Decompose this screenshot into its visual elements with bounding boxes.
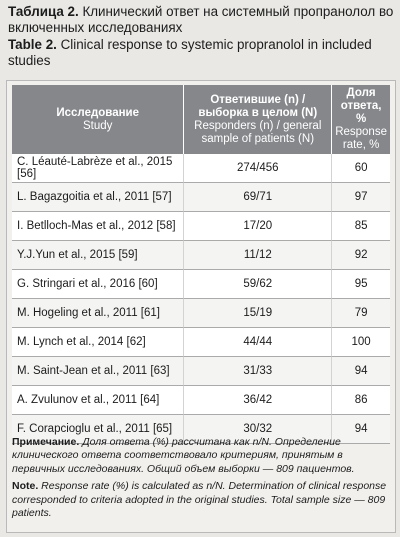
cell-study: L. Bagazgoitia et al., 2011 [57] <box>12 183 184 212</box>
caption-ru-label: Таблица 2. <box>8 4 79 19</box>
table-row <box>12 183 390 212</box>
header-rate-ru: Доля ответа, % <box>340 87 382 125</box>
cell-rate: 97 <box>332 183 390 212</box>
cell-responders: 17/20 <box>184 212 332 241</box>
table-frame <box>6 80 396 533</box>
cell-study: G. Stringari et al., 2016 [60] <box>12 270 184 299</box>
cell-responders: 59/62 <box>184 270 332 299</box>
cell-responders: 274/456 <box>184 154 332 183</box>
cell-study: C. Léauté-Labrèze et al., 2015 [56] <box>12 154 184 183</box>
caption-ru <box>8 4 394 36</box>
table-row <box>12 154 390 183</box>
header-rate-en: Response rate, % <box>335 126 387 151</box>
cell-rate: 79 <box>332 299 390 328</box>
table-row <box>12 241 390 270</box>
cell-responders: 36/42 <box>184 386 332 415</box>
header-study-en: Study <box>82 119 113 132</box>
cell-study: F. Corapcioglu et al., 2011 [65] <box>12 415 184 444</box>
table-row <box>12 270 390 299</box>
header-responders <box>184 85 332 154</box>
cell-rate: 92 <box>332 241 390 270</box>
cell-study: Y.J.Yun et al., 2015 [59] <box>12 241 184 270</box>
note-ru <box>12 436 388 476</box>
cell-rate: 85 <box>332 212 390 241</box>
cell-responders: 30/32 <box>184 415 332 444</box>
cell-responders: 44/44 <box>184 328 332 357</box>
table-row <box>12 328 390 357</box>
table-caption <box>8 4 394 69</box>
note-ru-text: Доля ответа (%) рассчитана как n/N. Определение клинического ответа соответствовало критериям, принятым в первичных исследованиях. Общий объем выборки — 809 пациентов. <box>12 436 355 475</box>
cell-study: M. Hogeling et al., 2011 [61] <box>12 299 184 328</box>
cell-study: M. Saint-Jean et al., 2011 [63] <box>12 357 184 386</box>
cell-responders: 69/71 <box>184 183 332 212</box>
caption-en-label: Table 2. <box>8 37 57 52</box>
header-responders-en: Responders (n) / general sample of patients (N) <box>194 119 322 145</box>
table-notes <box>12 436 388 524</box>
cell-responders: 11/12 <box>184 241 332 270</box>
cell-rate: 94 <box>332 415 390 444</box>
cell-rate: 94 <box>332 357 390 386</box>
header-study <box>12 85 184 154</box>
table-body <box>12 154 390 444</box>
caption-en-text: Clinical response to systemic propranolol in included studies <box>8 37 372 68</box>
header-responders-ru: Ответившие (n) / выборка в целом (N) <box>198 93 318 119</box>
note-en-label: Note. <box>12 480 39 493</box>
cell-rate: 86 <box>332 386 390 415</box>
caption-ru-text: Клинический ответ на системный пропранолол во включенных исследованиях <box>8 4 394 35</box>
table-row <box>12 212 390 241</box>
header-rate <box>332 85 390 154</box>
cell-study: M. Lynch et al., 2014 [62] <box>12 328 184 357</box>
header-study-ru: Исследование <box>56 106 140 119</box>
cell-rate: 100 <box>332 328 390 357</box>
note-ru-label: Примечание. <box>12 436 80 448</box>
header-row <box>12 85 390 154</box>
table-row <box>12 299 390 328</box>
response-table <box>12 85 390 444</box>
cell-rate: 60 <box>332 154 390 183</box>
table-row <box>12 357 390 386</box>
note-en <box>12 480 388 520</box>
caption-en <box>8 37 394 69</box>
cell-study: I. Betlloch-Mas et al., 2012 [58] <box>12 212 184 241</box>
table-row <box>12 386 390 415</box>
cell-rate: 95 <box>332 270 390 299</box>
note-en-text: Response rate (%) is calculated as n/N. Determination of clinical response corresponded to criteria adopted in the original studies. Total sample size — 809 patients. <box>12 480 387 520</box>
cell-study: A. Zvulunov et al., 2011 [64] <box>12 386 184 415</box>
cell-responders: 31/33 <box>184 357 332 386</box>
cell-responders: 15/19 <box>184 299 332 328</box>
